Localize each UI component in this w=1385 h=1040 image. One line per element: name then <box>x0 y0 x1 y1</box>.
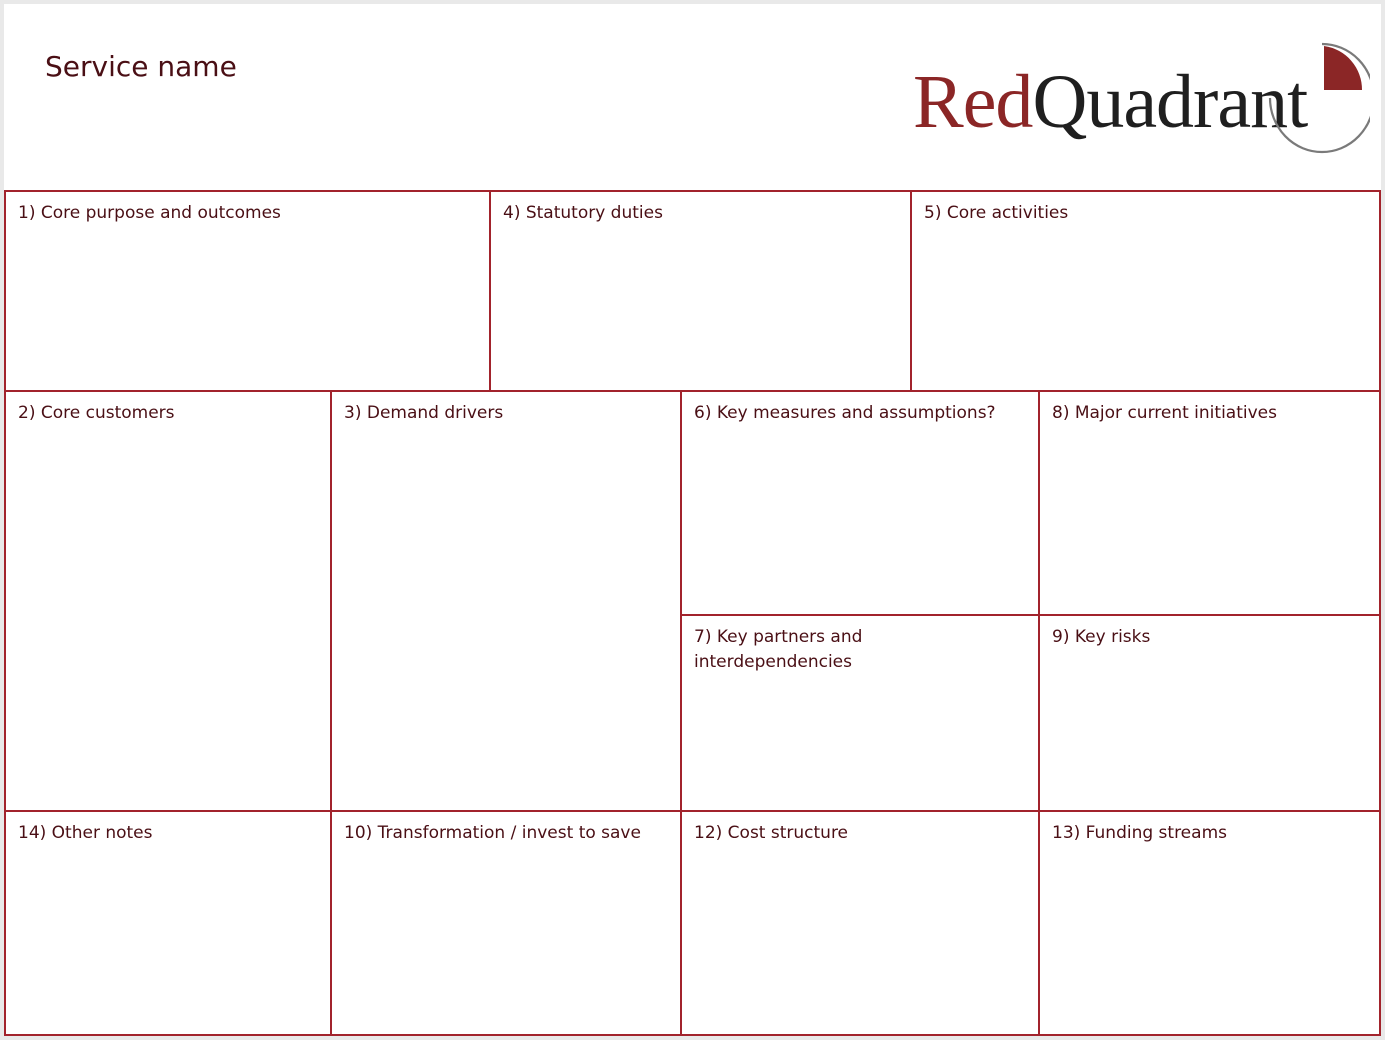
section-core-purpose[interactable] <box>4 190 492 393</box>
section-label: 1) Core purpose and outcomes <box>18 203 281 223</box>
section-key-risks[interactable] <box>1038 614 1381 813</box>
section-label: 7) Key partners and interdependencies <box>694 627 863 672</box>
section-other-notes[interactable] <box>4 810 333 1036</box>
section-label: 4) Statutory duties <box>503 203 663 223</box>
section-key-measures[interactable] <box>680 390 1041 617</box>
section-funding-streams[interactable] <box>1038 810 1381 1036</box>
section-label: 13) Funding streams <box>1052 823 1227 843</box>
logo-text-red: Red <box>913 60 1033 144</box>
section-core-activities[interactable] <box>910 190 1381 393</box>
section-demand-drivers[interactable] <box>330 390 683 813</box>
section-cost-structure[interactable] <box>680 810 1041 1036</box>
section-label: 12) Cost structure <box>694 823 849 843</box>
section-label: 2) Core customers <box>18 403 175 423</box>
section-label: 10) Transformation / invest to save <box>344 823 641 843</box>
section-label: 9) Key risks <box>1052 627 1151 647</box>
redquadrant-logo <box>904 34 1372 164</box>
section-label: 8) Major current initiatives <box>1052 403 1277 423</box>
logo-wordmark <box>913 60 1308 144</box>
section-statutory-duties[interactable] <box>489 190 913 393</box>
section-major-initiatives[interactable] <box>1038 390 1381 617</box>
quadrant-circle-icon <box>1250 38 1370 162</box>
section-label: 3) Demand drivers <box>344 403 504 423</box>
section-key-partners[interactable] <box>680 614 1041 813</box>
section-label: 6) Key measures and assumptions? <box>694 403 996 423</box>
section-label: 5) Core activities <box>924 203 1069 223</box>
section-transformation[interactable] <box>330 810 683 1036</box>
service-canvas-page <box>4 4 1381 1036</box>
section-core-customers[interactable] <box>4 390 333 813</box>
section-label: 14) Other notes <box>18 823 153 843</box>
logo-text-dark: Quadrant <box>1032 60 1308 144</box>
service-name-title: Service name <box>45 50 237 83</box>
